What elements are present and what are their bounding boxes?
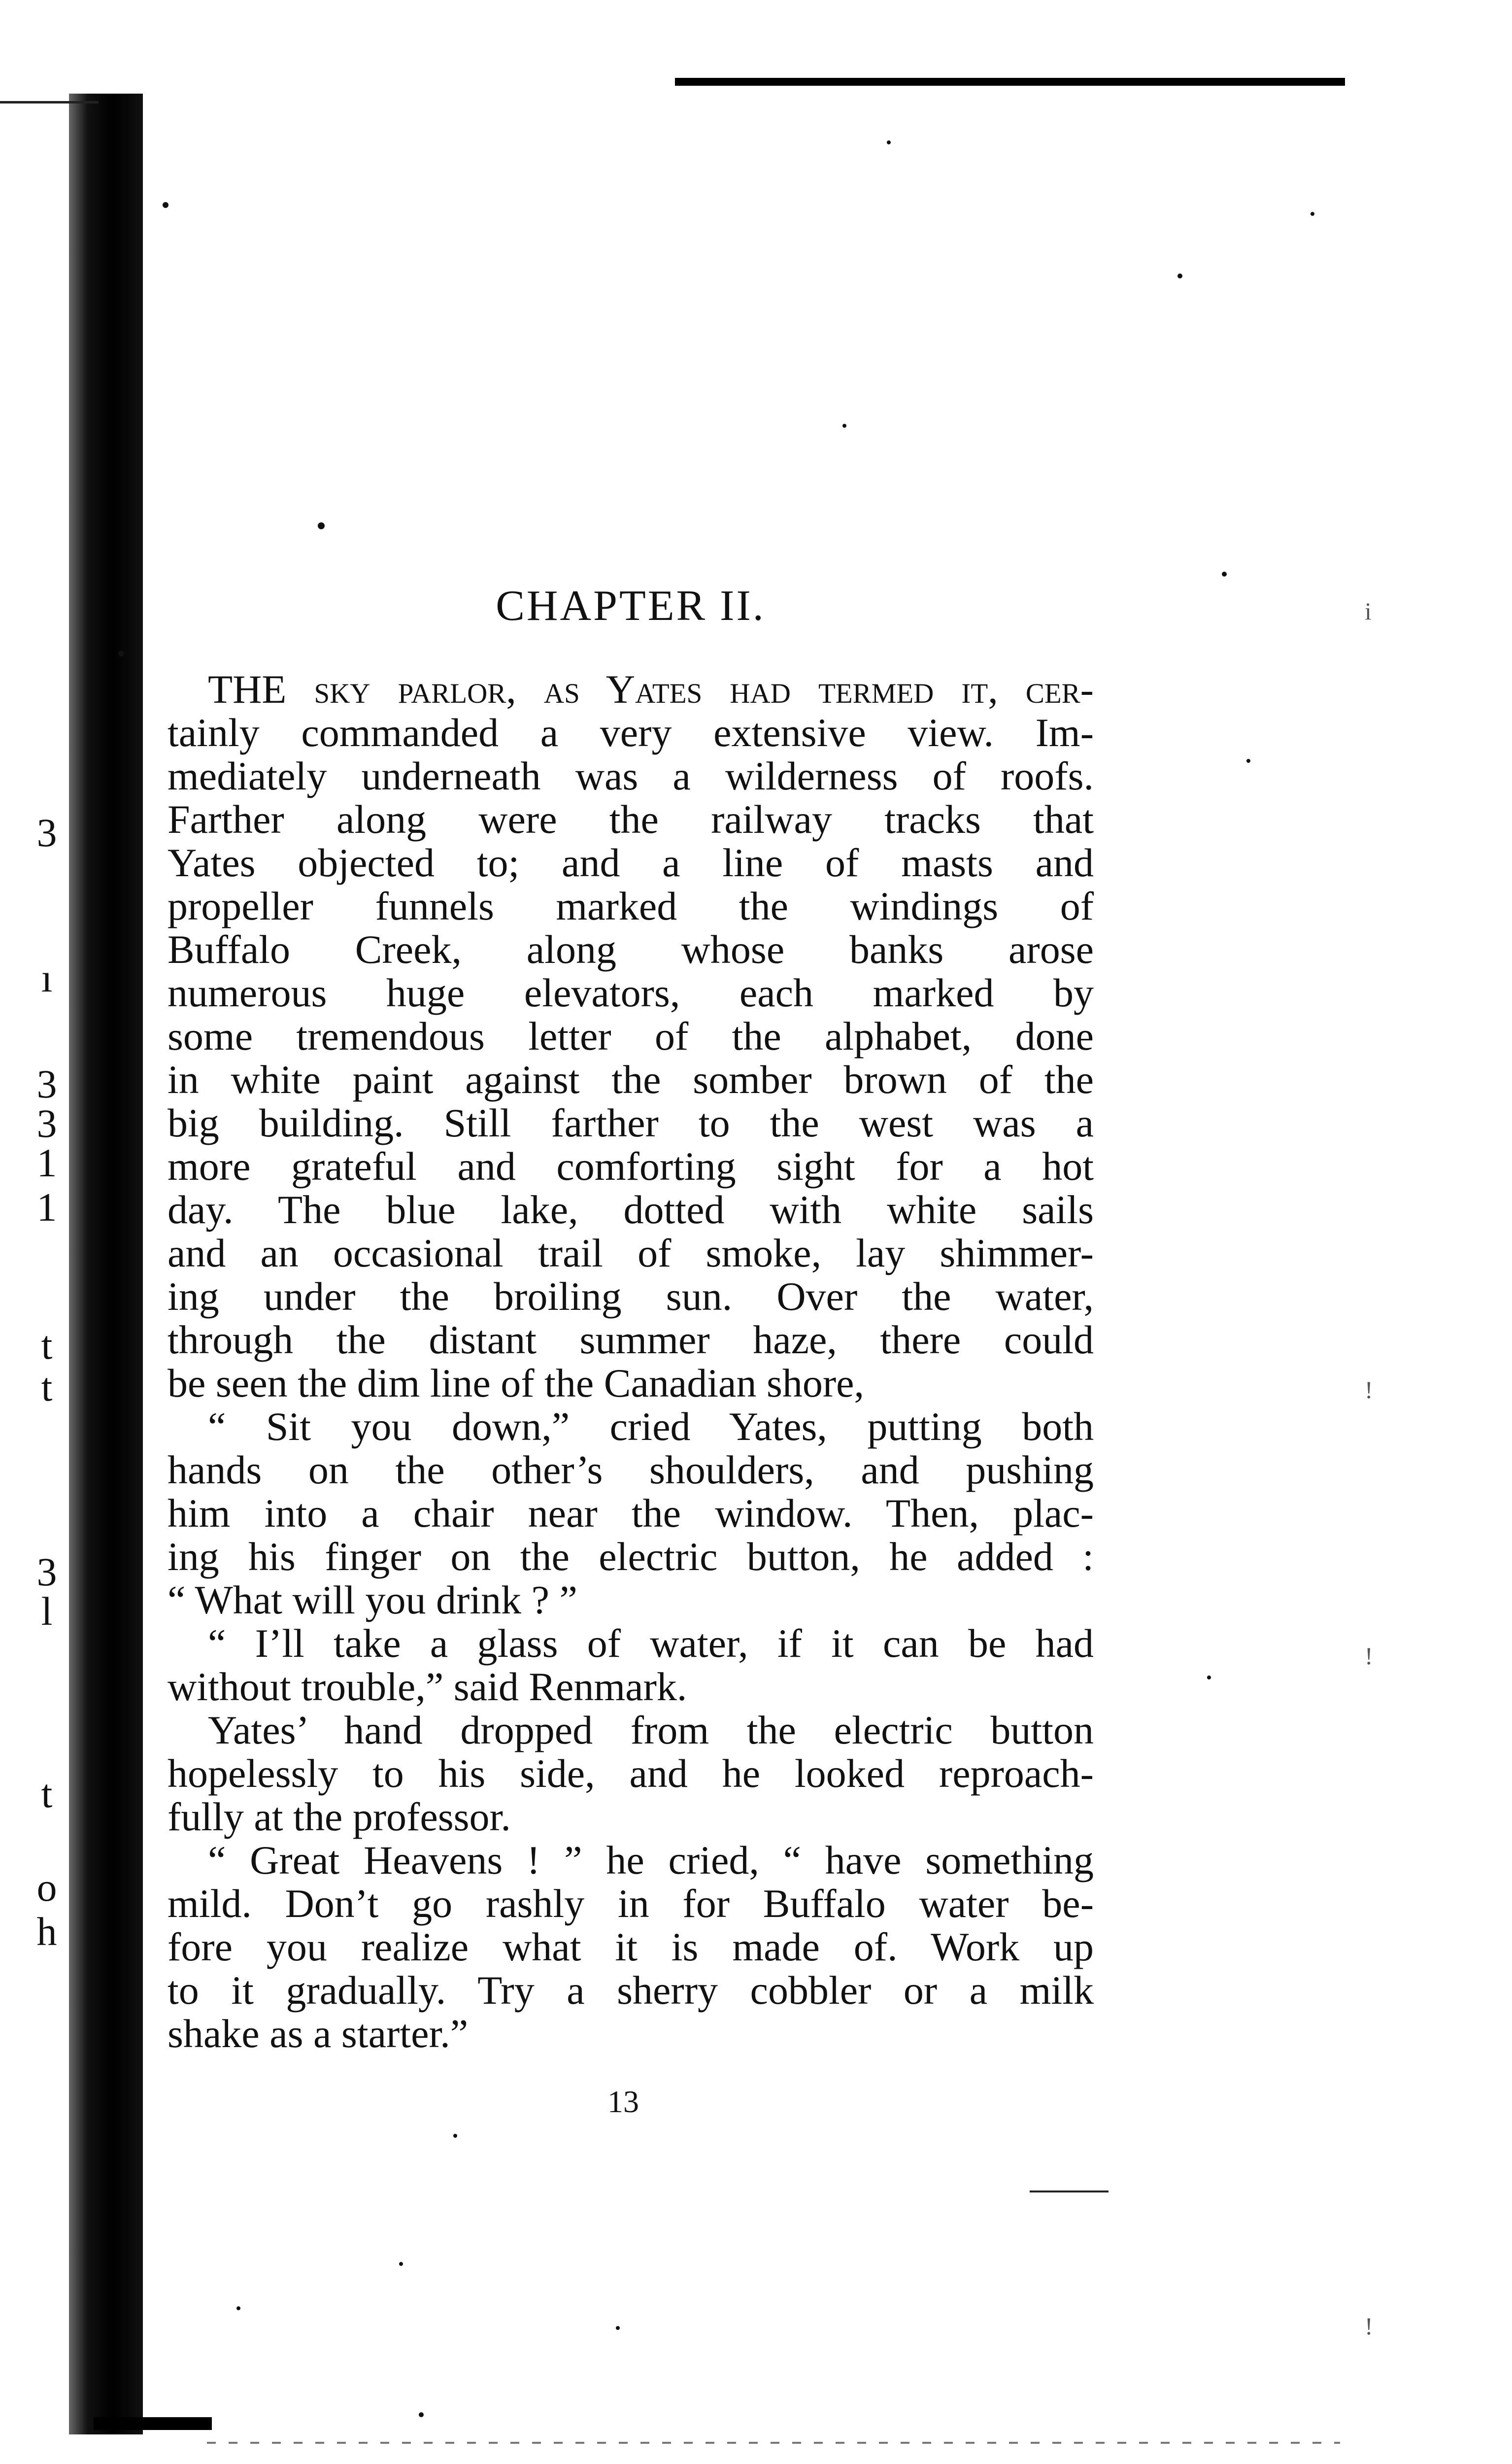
bleed-through-char: i	[1365, 597, 1372, 625]
text-line: “ Great Heavens ! ” he cried, “ have something	[208, 1838, 1094, 1882]
binding-gutter-foot	[94, 2417, 212, 2430]
text-line: “ Sit you down,” cried Yates, putting both	[208, 1404, 1094, 1449]
bleed-through-char: h	[36, 1909, 57, 1954]
text-line: ing under the broiling sun. Over the water,	[168, 1274, 1094, 1319]
text-line: mediately underneath was a wilderness of roofs.	[168, 753, 1094, 798]
text-line: to it gradually. Try a sherry cobbler or a milk	[168, 1968, 1094, 2013]
text-line: him into a chair near the window. Then, plac-	[168, 1491, 1094, 1536]
bleed-through-char: 3	[36, 1061, 57, 1106]
scan-speck	[118, 650, 124, 656]
text-line: shake as a starter.”	[168, 2011, 469, 2056]
text-line: fully at the professor.	[168, 1794, 511, 1839]
text-line: Buffalo Creek, along whose banks arose	[168, 927, 1094, 972]
text-line: without trouble,” said Renmark.	[168, 1664, 687, 1709]
scan-speck	[1207, 1676, 1211, 1679]
bleed-through-char: !	[1365, 1642, 1373, 1670]
scan-speck	[399, 2262, 403, 2266]
text-line	[168, 668, 1094, 711]
bleed-through-char: ı	[41, 956, 53, 1000]
text-line: hopelessly to his side, and he looked reproach-	[168, 1751, 1094, 1796]
scan-speck	[453, 2134, 457, 2138]
scan-speck	[1177, 274, 1182, 278]
bottom-edge-rule	[207, 2442, 1340, 2444]
bleed-through-char: t	[41, 1365, 53, 1409]
text-line: be seen the dim line of the Canadian shore,	[168, 1361, 865, 1405]
bleed-through-char: !	[1365, 2312, 1373, 2340]
bleed-through-char: 3	[36, 1101, 57, 1146]
text-line: fore you realize what it is made of. Work up	[168, 1924, 1094, 1969]
scan-speck	[419, 2412, 424, 2417]
text-line: Yates’ hand dropped from the electric button	[208, 1708, 1094, 1752]
text-line: ing his finger on the electric button, he added :	[168, 1534, 1094, 1579]
bleed-through-char: 3	[36, 810, 57, 855]
bleed-through-char: !	[1365, 1376, 1373, 1403]
text-line: big building. Still farther to the west was a	[168, 1100, 1094, 1145]
text-line: day. The blue lake, dotted with white sails	[168, 1187, 1094, 1232]
text-line: propeller funnels marked the windings of	[168, 884, 1094, 928]
bleed-through-char: l	[41, 1589, 53, 1634]
left-edge-rule	[0, 101, 99, 103]
text-line: through the distant summer haze, there could	[168, 1317, 1094, 1362]
text-line: hands on the other’s shoulders, and pushing	[168, 1447, 1094, 1492]
text-line: some tremendous letter of the alphabet, done	[168, 1014, 1094, 1059]
scan-speck	[1246, 759, 1250, 763]
scan-speck	[842, 424, 846, 428]
text-line: Farther along were the railway tracks that	[168, 797, 1094, 842]
text-line: Yates objected to; and a line of masts and	[168, 840, 1094, 885]
bleed-through-char: t	[41, 1771, 53, 1816]
scan-speck	[616, 2326, 620, 2330]
top-edge-rule	[675, 78, 1345, 86]
text-line: more grateful and comforting sight for a hot	[168, 1144, 1094, 1189]
bleed-through-char: 3	[36, 1549, 57, 1594]
scan-speck	[236, 2306, 240, 2310]
text-line: numerous huge elevators, each marked by	[168, 970, 1094, 1015]
body-text	[168, 668, 1094, 2055]
scan-speck	[163, 202, 168, 208]
chapter-heading: CHAPTER II.	[496, 582, 766, 630]
scan-speck	[318, 522, 325, 529]
text-line: “ I’ll take a glass of water, if it can be had	[208, 1621, 1094, 1666]
page-number: 13	[607, 2084, 639, 2119]
text-line: tainly commanded a very extensive view. Im-	[168, 710, 1094, 755]
scan-speck	[1222, 572, 1227, 577]
scan-speck	[1310, 212, 1314, 216]
text-line: “ What will you drink ? ”	[168, 1577, 577, 1622]
bleed-through-char: 1	[36, 1185, 57, 1230]
scan-speck	[887, 140, 891, 144]
binding-gutter-shadow	[69, 94, 143, 2434]
lower-right-rule	[1030, 2190, 1109, 2192]
text-line: and an occasional trail of smoke, lay shimmer-	[168, 1231, 1094, 1275]
text-line-content: THE sky parlor, as Yates had termed it, cer-	[208, 667, 1094, 712]
bleed-through-char: t	[41, 1323, 53, 1368]
bleed-through-char: 1	[36, 1140, 57, 1185]
text-line: in white paint against the somber brown of the	[168, 1057, 1094, 1102]
bleed-through-char: o	[36, 1865, 57, 1910]
text-line: mild. Don’t go rashly in for Buffalo water be-	[168, 1881, 1094, 1926]
